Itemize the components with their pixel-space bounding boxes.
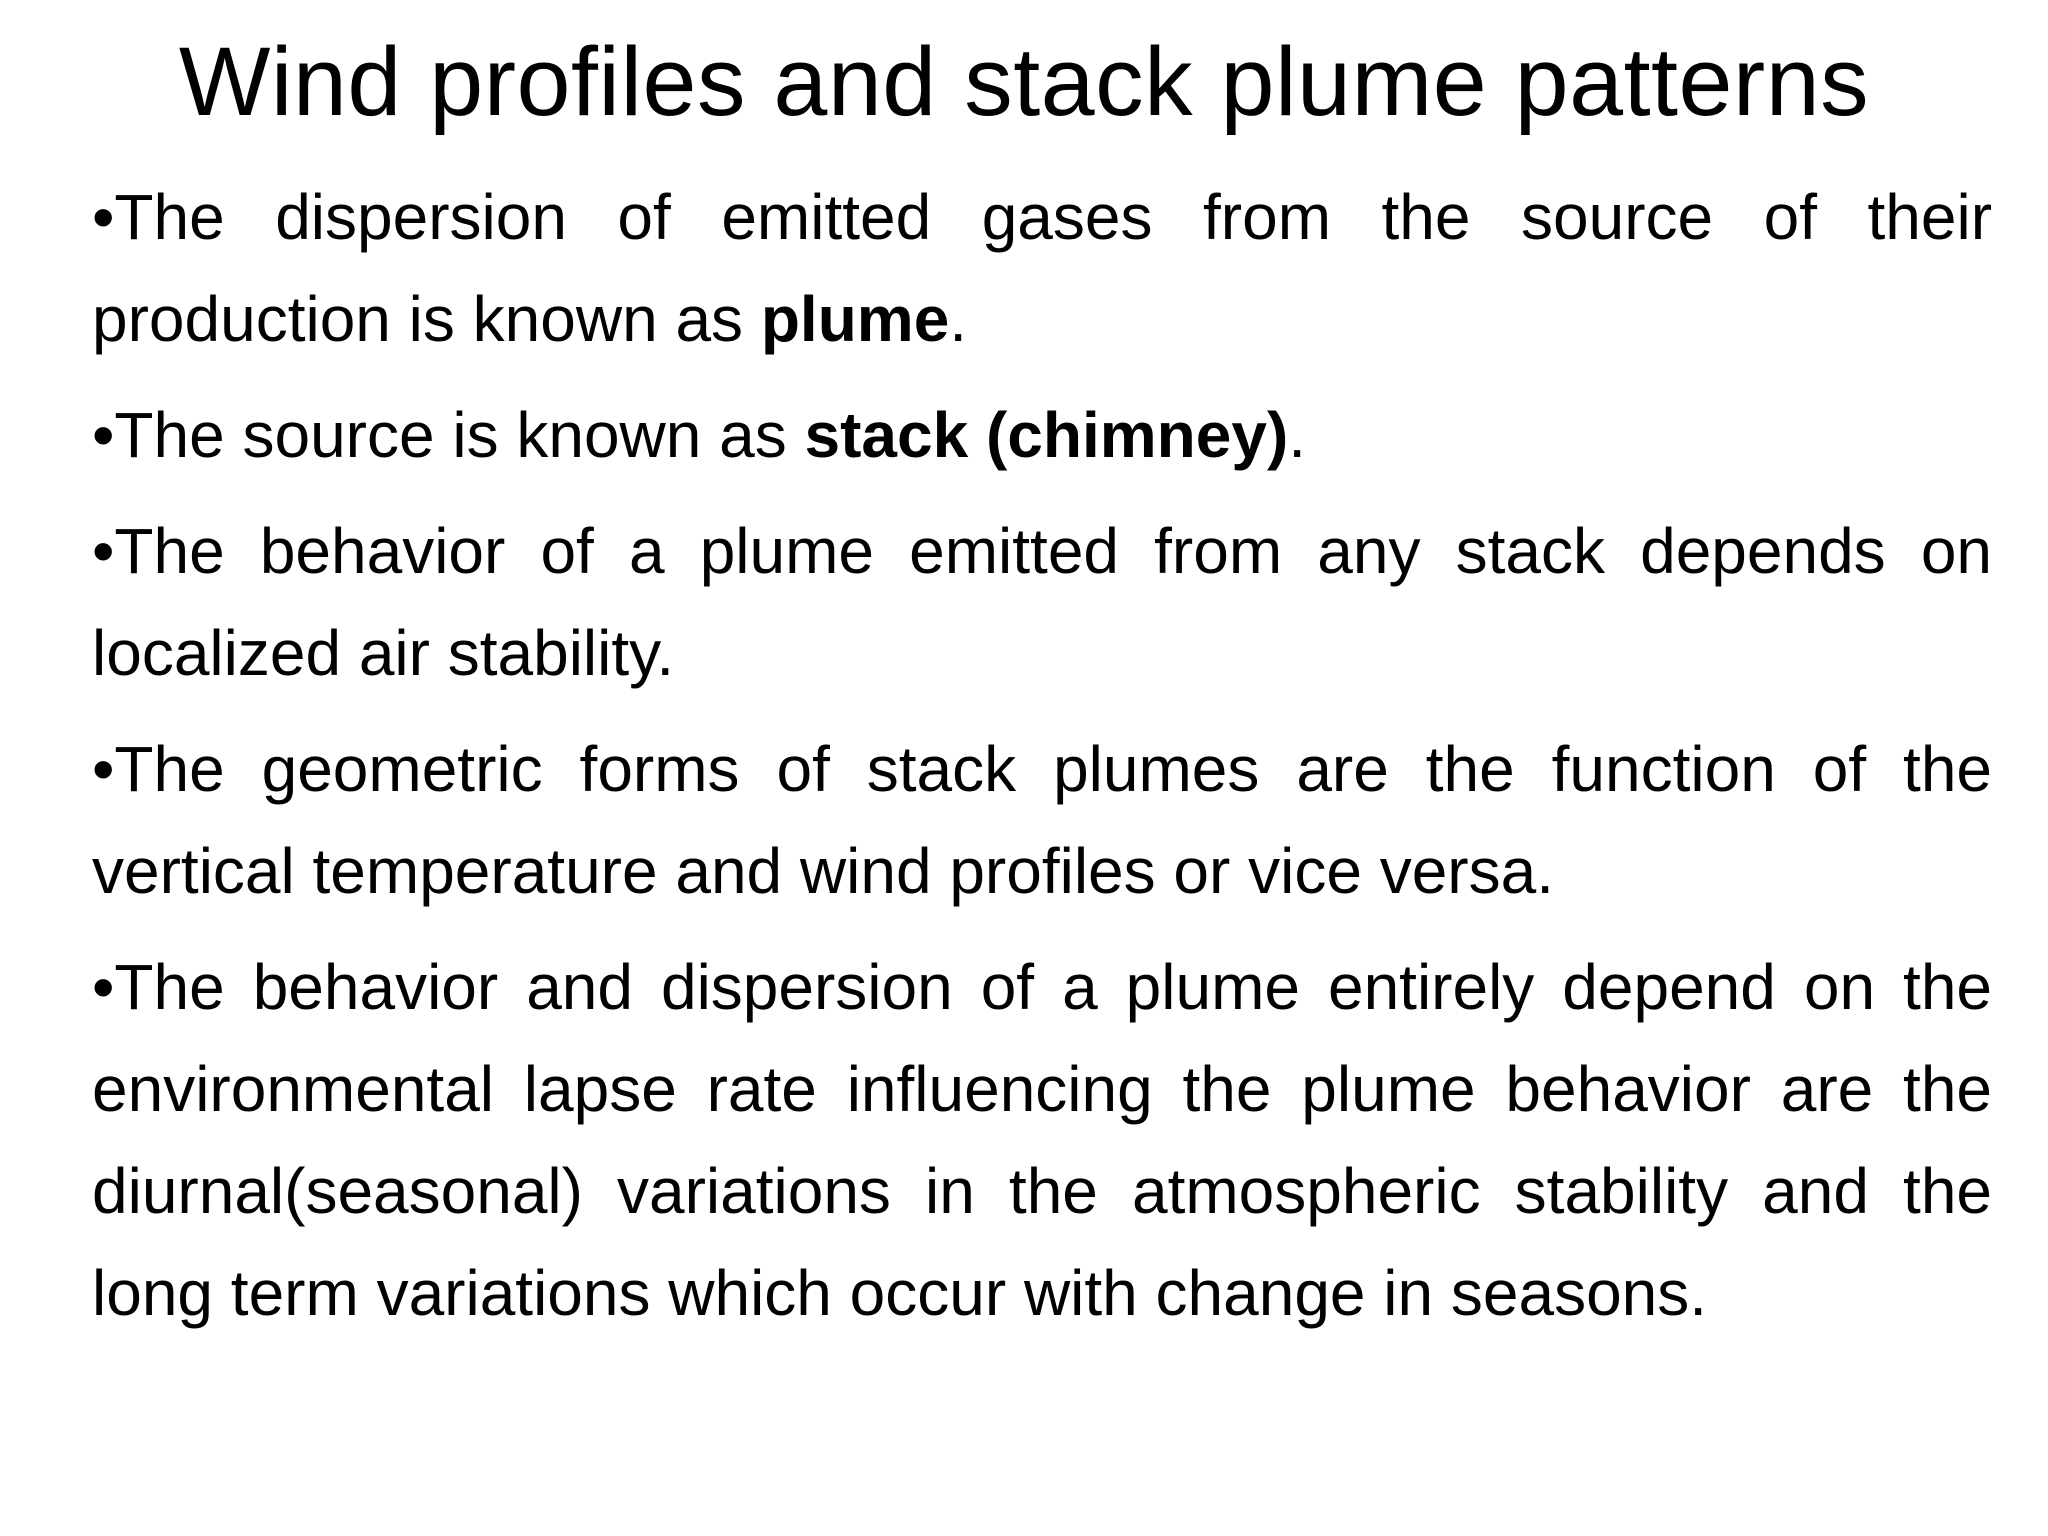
bullet-item (92, 166, 1992, 370)
bullet-list (92, 166, 1992, 1358)
bullet-mark: • (92, 399, 115, 471)
bullet-mark: • (92, 515, 115, 587)
bullet-text-end: . (949, 283, 968, 355)
bullet-text: The behavior of a plume emitted from any stack depends on localized air stability. (92, 515, 1992, 689)
bullet-text: The behavior and dispersion of a plume entirely depend on the environmental lapse rate influencing the plume behavior are the diurnal(seasonal) variations in the atmospheric stability and the long term variations which occur with change in seasons. (92, 951, 1992, 1329)
bullet-mark: • (92, 181, 115, 253)
bullet-item (92, 718, 1992, 922)
bold-term: stack (chimney) (804, 399, 1289, 471)
bullet-item (92, 500, 1992, 704)
bullet-item (92, 936, 1992, 1344)
bullet-mark: • (92, 951, 115, 1023)
bullet-mark: • (92, 733, 115, 805)
bullet-text: The geometric forms of stack plumes are the function of the vertical temperature and wind profiles or vice versa. (92, 733, 1992, 907)
bullet-text: The source is known as (114, 399, 805, 471)
bullet-text-end: . (1288, 399, 1307, 471)
bullet-item (92, 384, 1992, 486)
slide-title: Wind profiles and stack plume patterns (178, 27, 1870, 136)
bullet-text: The dispersion of emitted gases from the source of their production is known as (92, 181, 1992, 355)
bold-term: plume (760, 283, 950, 355)
